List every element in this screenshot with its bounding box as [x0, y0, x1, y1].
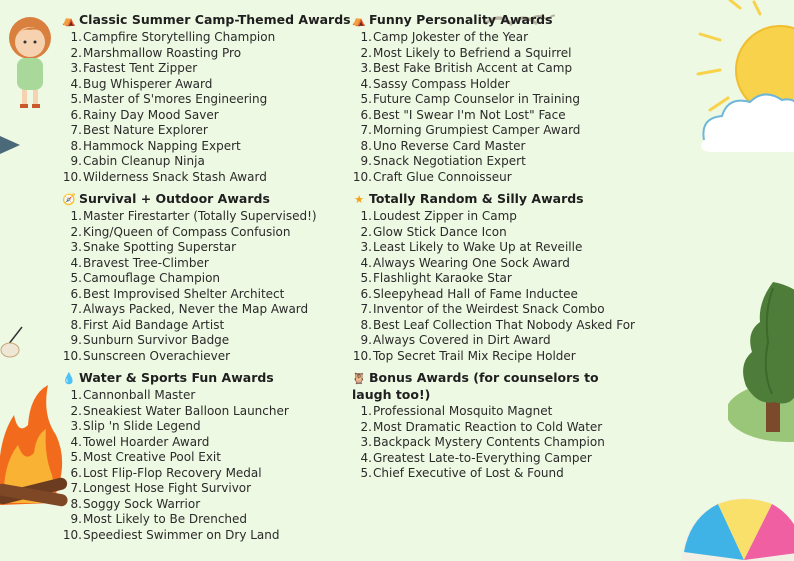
award-item [62, 512, 347, 528]
section-survival-outdoor [62, 191, 347, 364]
award-item [62, 123, 347, 139]
section-random-silly [352, 191, 652, 364]
award-label: Morning Grumpiest Camper Award [373, 123, 581, 137]
award-number: 3. [360, 435, 372, 449]
award-number: 10. [352, 169, 372, 184]
award-item [62, 139, 347, 155]
section-title [62, 12, 351, 29]
owl-icon: 🦉 [352, 372, 366, 385]
award-item [352, 225, 652, 241]
award-label: Rainy Day Mood Saver [83, 107, 219, 122]
award-item [62, 209, 347, 225]
award-item [62, 450, 347, 466]
section-classic-camp [62, 12, 351, 185]
award-number: 4. [70, 255, 82, 270]
award-number: 9. [360, 154, 372, 168]
award-item [62, 318, 347, 334]
award-label: Hammock Napping Expert [83, 138, 241, 153]
award-number: 8. [360, 138, 372, 153]
award-item [352, 154, 652, 170]
award-list [62, 388, 347, 543]
award-item [62, 528, 347, 544]
award-label: Marshmallow Roasting Pro [83, 45, 242, 60]
award-label: Chief Executive of Lost & Found [373, 466, 564, 480]
award-item [62, 497, 347, 513]
award-label: Fastest Tent Zipper [83, 61, 198, 75]
award-label: Flashlight Karaoke Star [373, 271, 512, 285]
award-item [352, 271, 652, 287]
award-label: Soggy Sock Warrior [83, 496, 201, 511]
award-list [62, 209, 347, 364]
award-label: Sleepyhead Hall of Fame Inductee [373, 286, 578, 301]
award-number: 7. [360, 302, 372, 316]
award-label: Wilderness Snack Stash Award [83, 169, 267, 184]
award-label: Best Improvised Shelter Architect [83, 286, 285, 301]
award-label: Snack Negotiation Expert [373, 154, 526, 168]
award-number: 5. [70, 271, 82, 285]
award-label: Sassy Compass Holder [373, 76, 510, 91]
award-item [352, 139, 652, 155]
campfire-icon: ⛺ [352, 14, 366, 27]
award-number: 10. [62, 527, 82, 542]
award-item [352, 108, 652, 124]
award-item [352, 349, 652, 365]
award-label: Sneakiest Water Balloon Launcher [83, 403, 289, 418]
award-item [352, 256, 652, 272]
award-item [62, 225, 347, 241]
award-label: Master of S'mores Engineering [83, 92, 268, 106]
award-item [352, 170, 652, 186]
award-item [62, 108, 347, 124]
award-item [352, 420, 652, 436]
award-number: 6. [70, 465, 82, 480]
award-number: 7. [70, 123, 82, 137]
award-number: 3. [70, 419, 82, 433]
award-item [62, 154, 347, 170]
award-label: Most Creative Pool Exit [83, 450, 221, 464]
award-item [62, 333, 347, 349]
award-number: 2. [360, 419, 372, 434]
award-label: Future Camp Counselor in Training [373, 92, 580, 106]
award-number: 5. [360, 466, 372, 480]
award-number: 6. [70, 286, 82, 301]
award-item [352, 451, 652, 467]
award-item [62, 77, 347, 93]
award-number: 3. [360, 240, 372, 254]
award-label: Snake Spotting Superstar [83, 240, 237, 254]
award-item [352, 466, 652, 482]
award-label: Cannonball Master [83, 388, 196, 402]
award-number: 4. [70, 434, 82, 449]
award-number: 4. [360, 450, 372, 465]
award-item [62, 388, 347, 404]
award-list [352, 30, 652, 185]
award-item [62, 92, 347, 108]
award-number: 1. [70, 388, 82, 402]
award-number: 2. [360, 224, 372, 239]
award-number: 7. [70, 302, 82, 316]
section-title [352, 191, 652, 208]
awards-column-right [352, 12, 652, 488]
award-label: Loudest Zipper in Camp [373, 209, 517, 223]
award-number: 5. [70, 450, 82, 464]
award-item [62, 170, 347, 186]
award-number: 3. [70, 61, 82, 75]
award-label: Backpack Mystery Contents Champion [373, 435, 605, 449]
section-title-text: Bonus Awards (for counselors to laugh too!) [352, 370, 599, 402]
section-title-text: Funny Personality Awards [369, 12, 553, 27]
award-label: Towel Hoarder Award [83, 434, 210, 449]
award-number: 5. [360, 92, 372, 106]
award-item [62, 419, 347, 435]
award-label: Speediest Swimmer on Dry Land [83, 527, 280, 542]
award-label: Campfire Storytelling Champion [83, 30, 276, 44]
section-title [62, 191, 347, 208]
award-label: First Aid Bandage Artist [83, 317, 225, 332]
award-label: Slip 'n Slide Legend [83, 419, 201, 433]
award-label: Camp Jokester of the Year [373, 30, 529, 44]
award-label: Best Fake British Accent at Camp [373, 61, 573, 75]
award-number: 3. [70, 240, 82, 254]
droplet-icon: 💧 [62, 372, 76, 385]
award-number: 7. [360, 123, 372, 137]
award-number: 1. [70, 30, 82, 44]
award-item [352, 318, 652, 334]
section-bonus-counselors [352, 370, 652, 482]
award-label: Least Likely to Wake Up at Reveille [373, 240, 583, 254]
award-number: 9. [360, 333, 372, 347]
award-item [352, 404, 652, 420]
beach-ball-illustration [672, 496, 794, 561]
award-label: Uno Reverse Card Master [373, 138, 526, 153]
award-label: King/Queen of Compass Confusion [83, 224, 291, 239]
award-number: 8. [70, 496, 82, 511]
section-funny-personality [352, 12, 652, 185]
award-number: 5. [360, 271, 372, 285]
award-item [352, 333, 652, 349]
award-number: 6. [360, 107, 372, 122]
award-number: 10. [62, 348, 82, 363]
award-item [62, 46, 347, 62]
section-title [352, 12, 652, 29]
award-label: Master Firestarter (Totally Supervised!) [83, 209, 317, 223]
award-number: 9. [70, 333, 82, 347]
sun-illustration [690, 0, 794, 170]
award-item [62, 61, 347, 77]
award-number: 4. [360, 76, 372, 91]
award-number: 10. [62, 169, 82, 184]
award-label: Lost Flip-Flop Recovery Medal [83, 465, 262, 480]
award-item [352, 302, 652, 318]
award-number: 1. [360, 209, 372, 223]
award-number: 6. [360, 286, 372, 301]
award-label: Glow Stick Dance Icon [373, 224, 507, 239]
award-item [352, 30, 652, 46]
award-number: 1. [70, 209, 82, 223]
award-label: Always Covered in Dirt Award [373, 333, 551, 347]
award-label: Top Secret Trail Mix Recipe Holder [373, 348, 576, 363]
award-number: 8. [360, 317, 372, 332]
award-list [62, 30, 347, 185]
star-icon: ★ [354, 193, 364, 206]
award-number: 1. [360, 404, 372, 418]
award-item [352, 46, 652, 62]
award-label: Most Likely to Befriend a Squirrel [373, 45, 572, 60]
award-item [352, 240, 652, 256]
award-item [62, 466, 347, 482]
award-number: 10. [352, 348, 372, 363]
compass-icon: 🧭 [62, 193, 76, 206]
award-number: 8. [70, 317, 82, 332]
award-number: 8. [70, 138, 82, 153]
award-item [352, 92, 652, 108]
award-item [62, 256, 347, 272]
leaf-icon [0, 132, 22, 158]
section-title [352, 370, 642, 403]
award-number: 4. [70, 76, 82, 91]
award-label: Always Packed, Never the Map Award [83, 302, 309, 316]
award-item [352, 435, 652, 451]
award-label: Inventor of the Weirdest Snack Combo [373, 302, 605, 316]
section-title-text: Water & Sports Fun Awards [79, 370, 274, 385]
section-water-sports [62, 370, 347, 543]
award-label: Craft Glue Connoisseur [373, 169, 512, 184]
award-item [352, 77, 652, 93]
award-label: Best "I Swear I'm Not Lost" Face [373, 107, 566, 122]
award-item [62, 404, 347, 420]
award-number: 5. [70, 92, 82, 106]
award-item [62, 349, 347, 365]
awards-column-left [62, 12, 351, 549]
award-label: Sunscreen Overachiever [83, 348, 231, 363]
award-number: 2. [360, 45, 372, 60]
award-number: 6. [70, 107, 82, 122]
award-number: 2. [70, 45, 82, 60]
award-list [352, 404, 652, 482]
girl-illustration [0, 14, 62, 114]
award-number: 7. [70, 481, 82, 495]
award-label: Bug Whisperer Award [83, 76, 213, 91]
award-label: Greatest Late-to-Everything Camper [373, 450, 592, 465]
award-label: Best Leaf Collection That Nobody Asked For [373, 317, 635, 332]
award-number: 3. [360, 61, 372, 75]
award-item [62, 30, 347, 46]
award-label: Professional Mosquito Magnet [373, 404, 553, 418]
tent-icon: ⛺ [62, 14, 76, 27]
award-number: 9. [70, 512, 82, 526]
award-list [352, 209, 652, 364]
award-label: Camouflage Champion [83, 271, 221, 285]
award-number: 9. [70, 154, 82, 168]
tree-illustration [728, 282, 794, 452]
award-item [62, 240, 347, 256]
award-label: Cabin Cleanup Ninja [83, 154, 205, 168]
section-title [62, 370, 347, 387]
award-number: 2. [70, 224, 82, 239]
award-item [352, 287, 652, 303]
award-label: Sunburn Survivor Badge [83, 333, 230, 347]
award-label: Most Dramatic Reaction to Cold Water [373, 419, 603, 434]
award-number: 2. [70, 403, 82, 418]
award-item [62, 481, 347, 497]
award-item [62, 287, 347, 303]
section-title-text: Classic Summer Camp-Themed Awards [79, 12, 351, 27]
award-number: 4. [360, 255, 372, 270]
award-label: Always Wearing One Sock Award [373, 255, 570, 270]
section-title-text: Totally Random & Silly Awards [369, 191, 584, 206]
award-item [62, 271, 347, 287]
section-title-text: Survival + Outdoor Awards [79, 191, 270, 206]
award-label: Longest Hose Fight Survivor [83, 481, 252, 495]
award-item [62, 435, 347, 451]
award-item [352, 61, 652, 77]
award-label: Most Likely to Be Drenched [83, 512, 248, 526]
award-number: 1. [360, 30, 372, 44]
award-label: Bravest Tree-Climber [83, 255, 209, 270]
award-label: Best Nature Explorer [83, 123, 208, 137]
award-item [352, 123, 652, 139]
award-item [352, 209, 652, 225]
award-item [62, 302, 347, 318]
